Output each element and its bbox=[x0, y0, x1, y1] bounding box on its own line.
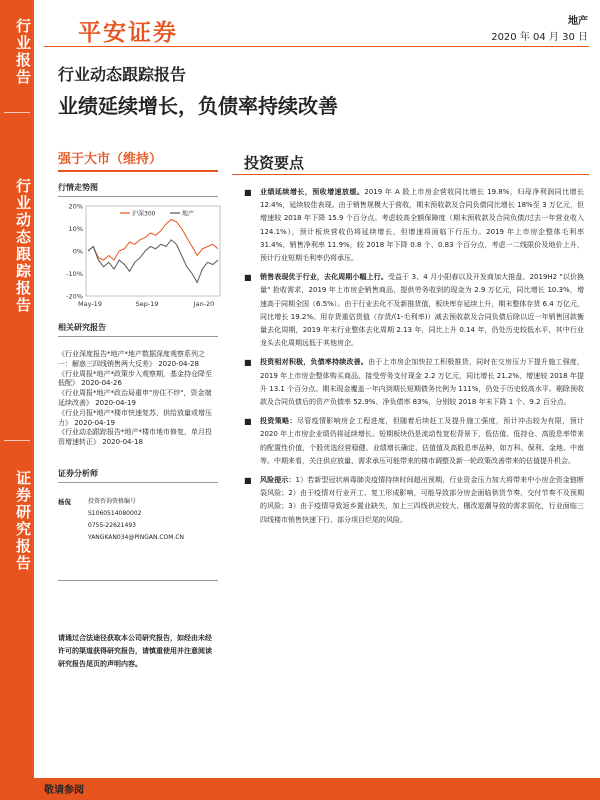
footer-text: 敬请参阅 bbox=[44, 785, 84, 796]
key-point-item bbox=[244, 271, 584, 350]
report-type: 行业动态跟踪报告 bbox=[58, 65, 187, 84]
rating-badge: 强于大市（维持） bbox=[58, 152, 163, 167]
key-point-item bbox=[244, 415, 584, 468]
key-points-rule bbox=[232, 174, 589, 175]
key-point-text: 受益于 3、4 月小阳春以及开发商加大推盘、2019H2 "以价换量" 抢收需求，2019 年上市房企销售商品、提供劳务收到的现金为 2.9 万亿元，同比增长 10.3%，增速高于同期全国（6.5%）。由于行业去化不及新推货值，板块库存延续上升，期末整体存货 6.4 万亿元，同比增长 19.2%。用存货重估货值（存货/(1-毛利率)）减去预收款及合同负债后除以近一年销售回款衡量去化周期，2019 年末行业整体去化周期 2.13 年，同比上升 0.14 年，仍处历史较低水平，其中行业龙头去化周期远低于其他房企。 bbox=[260, 273, 584, 348]
y-tick-label: 10% bbox=[68, 225, 83, 233]
header-rule bbox=[44, 46, 589, 47]
trend-heading: 行情走势图 bbox=[58, 183, 98, 192]
analyst-name: 杨侃 bbox=[58, 498, 71, 506]
key-point-text: 由于上市房企加快拉工积极推货，同时在交房压力下提升施工强度，2019 年上市房企整体购买商品、接受劳务支付现金 2.2 万亿元，同比增长 21.2%，增速较 2018 年提升 13.1 个百分点。期末现金覆盖一年内到期长短期债务比例为 111%，仍处于历史较高水平。剔除预收款及合同负债后的资产负债率 52.9%、净负债率 83%，分别较 2018 年末下降 1 个、9.2 百分点。 bbox=[260, 358, 585, 407]
analyst-phone: 0755-22621493 bbox=[88, 522, 136, 529]
key-points-title: 投资要点 bbox=[244, 154, 305, 172]
analyst-rule bbox=[58, 482, 218, 483]
sidebar-label-industry-report: 行业报告 bbox=[14, 18, 32, 86]
key-point-text: 尽管疫情影响房企工程进度，但随着后续赶工及提升施工强度，预计冲击较为有限，预计 2020 年上市房企业绩仍将延续增长。短期板块仍是流动性宽松背景下，低估值、低持仓、高股息率带来的配置性价值，个股优选经营稳健、业绩增长确定、估值值及高股息率品种，如万科、保利、金地、中南等。中期来看，关注供应放量、需求承压可能带来的楼市调整及新一轮政策改善带来的估值提升机会。 bbox=[260, 417, 585, 465]
rating-rule bbox=[58, 170, 218, 172]
related-rule bbox=[58, 336, 218, 337]
x-tick-label: Sep-19 bbox=[135, 300, 159, 308]
series-line bbox=[88, 240, 218, 283]
analyst-heading: 证券分析师 bbox=[58, 469, 98, 478]
key-point-lead: 风险提示： bbox=[260, 476, 296, 485]
key-point-item bbox=[244, 356, 584, 409]
key-point-text: 2019 年 A 股上市房企营收同比增长 19.8%，归母净利润同比增长 12.4%，延续较佳表现。由于销售规模大于营收，期末预收款及合同负债同比增长 18%至 3 万亿元，但增速较 2018 年下降 15.9 个百分点。考虑较高全额保障度（期末预收款及合同负债/过去一年营业收入 124.1%），预计板块营收仍将延续增长，但增速将面临下行压力。2019 年上市房企整体毛利率 31.4%、销售净利率 11.9%，较 2018 年下降 0.8 个、0.83 个百分点，考虑一二线限价及地价上升，预计行业短期毛利率仍将承压。 bbox=[260, 188, 584, 263]
sidebar-label-securities-research: 证券研究报告 bbox=[14, 470, 32, 572]
footer-bar bbox=[0, 778, 600, 800]
y-tick-label: -10% bbox=[66, 270, 83, 278]
legend-label: 沪深300 bbox=[132, 210, 156, 218]
plot-frame bbox=[86, 206, 220, 296]
related-reports-list bbox=[58, 350, 218, 448]
bullet-icon: ■ bbox=[244, 358, 252, 368]
related-report-item[interactable]: 《行业周报*地产*政策步入观察期，基金持仓降至低配》 2020-04-26 bbox=[58, 369, 212, 388]
key-point-lead: 业绩延续增长，预收增速放缓。 bbox=[260, 188, 365, 196]
related-report-item[interactable]: 《行业动态跟踪报告*地产*楼市地市修复，单月投资增速转正》 2020-04-18 bbox=[58, 428, 212, 447]
key-point-item bbox=[244, 474, 584, 527]
y-tick-label: 20% bbox=[68, 202, 83, 211]
bullet-icon: ■ bbox=[244, 273, 252, 283]
bullet-icon: ■ bbox=[244, 417, 252, 427]
related-report-item[interactable]: 《行业月报*地产*楼市快速复苏，供给放量或增压力》 2020-04-19 bbox=[58, 408, 212, 427]
trend-chart-svg bbox=[58, 200, 228, 312]
key-point-lead: 投资策略： bbox=[260, 417, 297, 426]
sector-label: 地产 bbox=[568, 16, 588, 27]
key-point-lead: 投资相对积极，负债率持续改善。 bbox=[260, 358, 369, 367]
sidebar-divider bbox=[4, 112, 30, 113]
analyst-email[interactable]: YANGKAN034@PINGAN.COM.CN bbox=[88, 534, 185, 541]
x-tick-label: May-19 bbox=[78, 300, 102, 308]
trend-rule bbox=[58, 196, 218, 197]
analyst-qualification: 投资咨询资格编号 bbox=[88, 498, 137, 505]
y-tick-label: 0% bbox=[72, 247, 83, 256]
page-title: 业绩延续增长，负债率持续改善 bbox=[58, 94, 338, 118]
analyst-license: S1060514080002 bbox=[88, 510, 142, 517]
sidebar-label-tracking-report: 行业动态跟踪报告 bbox=[14, 178, 32, 314]
y-tick-label: -20% bbox=[66, 292, 83, 301]
legend-label: 地产 bbox=[182, 210, 195, 218]
report-date: 2020 年 04 月 30 日 bbox=[491, 32, 588, 43]
trend-chart bbox=[58, 200, 228, 312]
sidebar bbox=[0, 0, 34, 800]
sidebar-divider bbox=[4, 440, 30, 441]
disclaimer: 请通过合法途径获取本公司研究报告，如经由未经许可的渠道获得研究报告，请慎重使用并注意阅读研究报告尾页的声明内容。 bbox=[58, 634, 212, 668]
company-logo: 平安证券 bbox=[78, 20, 178, 46]
key-points-list bbox=[244, 186, 584, 533]
key-point-text: 1）若新型冠状病毒肺炎疫情持续时间超出预期，行业资金压力加大将带来中小房企资金链断裂风险；2）由于疫情对行业开工、复工形成影响，可能导致部分房企面临供货节奏、交付节奏不及预期的风险；3）由于疫情导致返乡置业缺失，加上三四线供应较大、棚改退潮导致的需求弱化，行业面临三四线楼市销售快速下行、部分项目烂尾的风险。 bbox=[260, 476, 585, 524]
key-point-lead: 销售表现优于行业，去化周期小幅上行。 bbox=[260, 273, 388, 282]
bullet-icon: ■ bbox=[244, 476, 252, 486]
related-report-item[interactable]: 《行业周报*地产*政治局重申"房住不炒"，资金端延续改善》 2020-04-19 bbox=[58, 389, 212, 407]
analyst-info bbox=[88, 496, 184, 544]
related-heading: 相关研究报告 bbox=[58, 323, 106, 332]
related-report-item[interactable]: 《行业深度报告*地产*地产数据深度观察系列之一：解惑三四线销售两大反差》 2020-04-28 bbox=[58, 350, 205, 368]
x-tick-label: Jan-20 bbox=[193, 300, 215, 308]
analyst-bottom-rule bbox=[58, 580, 218, 581]
bullet-icon: ■ bbox=[244, 188, 252, 197]
key-point-item bbox=[244, 186, 584, 265]
series-line bbox=[88, 220, 218, 261]
